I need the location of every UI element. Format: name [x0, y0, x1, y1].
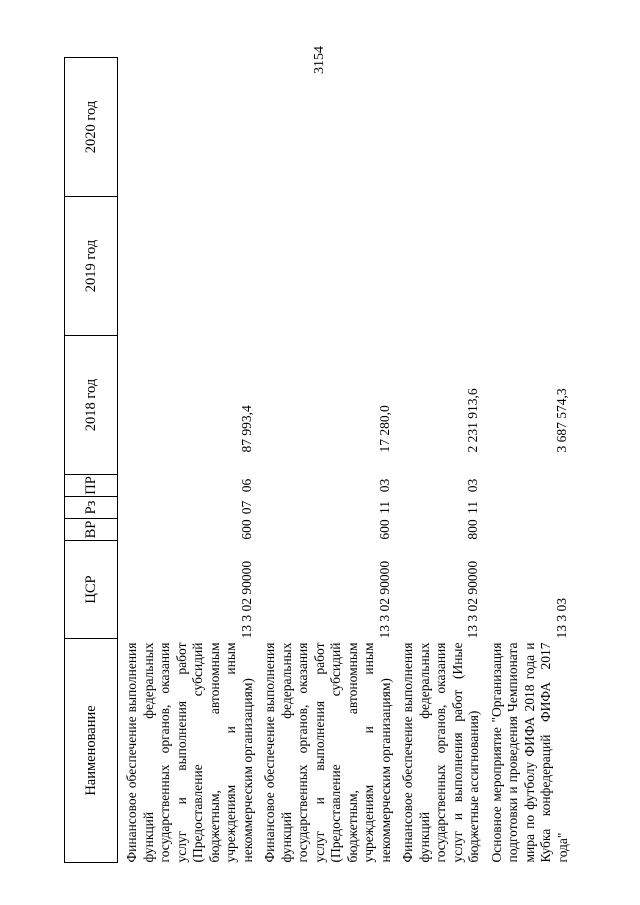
budget-table — [64, 57, 571, 863]
rotated-table-page — [64, 58, 604, 863]
table-row — [256, 58, 394, 863]
row-rz: 07 — [238, 500, 254, 515]
row-2019 — [118, 197, 257, 336]
row-pr: 06 — [238, 478, 254, 493]
row-vr — [483, 519, 572, 541]
row-2018: 3 687 574,3 — [553, 388, 569, 453]
row-rz: 11 — [376, 501, 392, 514]
row-csr: 13 3 02 90000 — [465, 560, 480, 639]
row-csr: 13 3 03 — [553, 598, 569, 639]
row-csr: 13 3 02 90000 — [376, 560, 392, 639]
row-2020 — [394, 58, 483, 197]
table-row — [483, 58, 572, 863]
header-2020: 2020 год — [65, 58, 118, 197]
row-pr: 03 — [376, 478, 392, 493]
row-name: Финансовое обеспечение выполнения функций федеральных государственных органов, оказания услуг и выполнения работ (Предоставление субсидий бюджетным, автономным учреждениям и иным некоммерческим организациям) — [124, 642, 255, 863]
row-name: Основное мероприятие "Организация подготовки и проведения Чемпионата мира по футболу ФИФА 2018 года и Кубка конфедераций ФИФА 2017 года" — [488, 642, 570, 863]
header-2018: 2018 год — [65, 336, 118, 475]
row-pr — [483, 475, 572, 497]
row-name: Финансовое обеспечение выполнения функций федеральных государственных органов, оказания услуг и выполнения работ (Иные бюджетные ассигнования) — [400, 642, 481, 863]
header-name: Наименование — [65, 639, 118, 863]
row-2019 — [483, 197, 572, 336]
header-rz: Рз — [65, 497, 118, 519]
row-vr: 600 — [376, 519, 392, 540]
row-vr: 600 — [238, 519, 254, 540]
row-2019 — [256, 197, 394, 336]
row-2018: 17 280,0 — [376, 405, 392, 453]
row-csr: 13 3 02 90000 — [238, 560, 254, 639]
table-header-row — [65, 58, 118, 863]
row-2018: 2 231 913,6 — [465, 388, 480, 453]
header-csr: ЦСР — [65, 541, 118, 639]
row-pr: 03 — [465, 478, 480, 493]
row-name: Финансовое обеспечение выполнения функций федеральных государственных органов, оказания услуг и выполнения работ (Предоставление субсидий бюджетным, автономным учреждениям и иным некоммерческим организациям) — [262, 642, 393, 863]
header-vr: ВР — [65, 519, 118, 541]
table-row — [118, 58, 257, 863]
header-2019: 2019 год — [65, 197, 118, 336]
row-2020 — [483, 58, 572, 197]
row-rz — [483, 497, 572, 519]
row-vr: 800 — [465, 519, 480, 540]
header-pr: ПР — [65, 475, 118, 497]
page-number: 3154 — [312, 46, 327, 74]
row-2020 — [256, 58, 394, 197]
row-rz: 11 — [465, 501, 480, 514]
row-2019 — [394, 197, 483, 336]
row-2018: 87 993,4 — [238, 405, 254, 453]
row-2020 — [118, 58, 257, 197]
table-row — [394, 58, 483, 863]
